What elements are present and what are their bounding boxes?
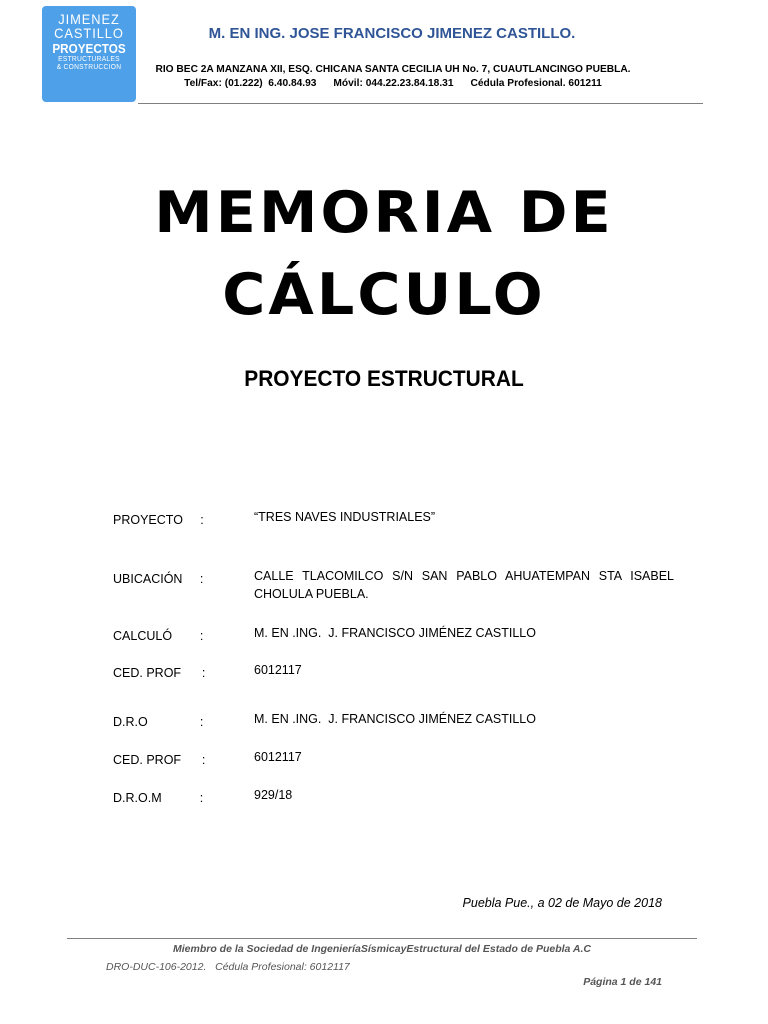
logo-line-1: JIMENEZ — [58, 11, 120, 27]
field-label: CED. PROF : — [113, 753, 206, 767]
field-value: CALLE TLACOMILCO S/N SAN PABLO AHUATEMPAN STA ISABEL CHOLULA PUEBLA. — [254, 569, 674, 601]
header-divider — [138, 103, 703, 104]
field-value: M. EN .ING. J. FRANCISCO JIMÉNEZ CASTILLO — [254, 626, 536, 640]
logo-line-3: PROYECTOS — [52, 41, 126, 56]
header-address: RIO BEC 2A MANZANA XII, ESQ. CHICANA SANTA CECILIA UH No. 7, CUAUTLANCINGO PUEBLA. — [155, 64, 631, 75]
logo-line-2: CASTILLO — [54, 25, 124, 41]
document-title — [0, 172, 768, 336]
company-logo — [42, 6, 136, 102]
field-label: D.R.O.M : — [113, 791, 204, 805]
field-value: 929/18 — [254, 788, 293, 802]
field-value: “TRES NAVES INDUSTRIALES” — [254, 510, 436, 524]
document-date: Puebla Pue., a 02 de Mayo de 2018 — [462, 896, 662, 910]
logo-line-4: ESTRUCTURALES — [58, 56, 120, 63]
footer-license: DRO-DUC-106-2012. Cédula Profesional: 6012117 — [106, 961, 350, 973]
document-subtitle: PROYECTO ESTRUCTURAL — [244, 366, 524, 391]
field-label: CED. PROF : — [113, 666, 206, 680]
page-number: Página 1 de 141 — [583, 976, 662, 988]
field-label: D.R.O : — [113, 715, 204, 729]
field-value: 6012117 — [254, 750, 302, 764]
header-contact: Tel/Fax: (01.222) 6.40.84.93 Móvil: 044.22.23.84.18.31 Cédula Profesional. 601211 — [184, 78, 602, 89]
field-label: CALCULÓ : — [113, 629, 204, 643]
title-line-1: MEMORIA DE — [154, 180, 614, 246]
footer-society: Miembro de la Sociedad de IngenieríaSísmicayEstructural del Estado de Puebla A.C — [173, 943, 591, 955]
logo-line-5: & CONSTRUCCION — [56, 64, 122, 71]
field-value: M. EN .ING. J. FRANCISCO JIMÉNEZ CASTILLO — [254, 712, 536, 726]
title-line-2: CÁLCULO — [222, 262, 546, 328]
field-value: 6012117 — [254, 663, 302, 677]
footer-divider — [67, 938, 697, 939]
header-address-block — [140, 63, 646, 91]
header-engineer-name: M. EN ING. JOSE FRANCISCO JIMENEZ CASTILLO. — [208, 25, 576, 42]
field-label: UBICACIÓN : — [113, 572, 204, 586]
field-label: PROYECTO : — [113, 513, 204, 527]
